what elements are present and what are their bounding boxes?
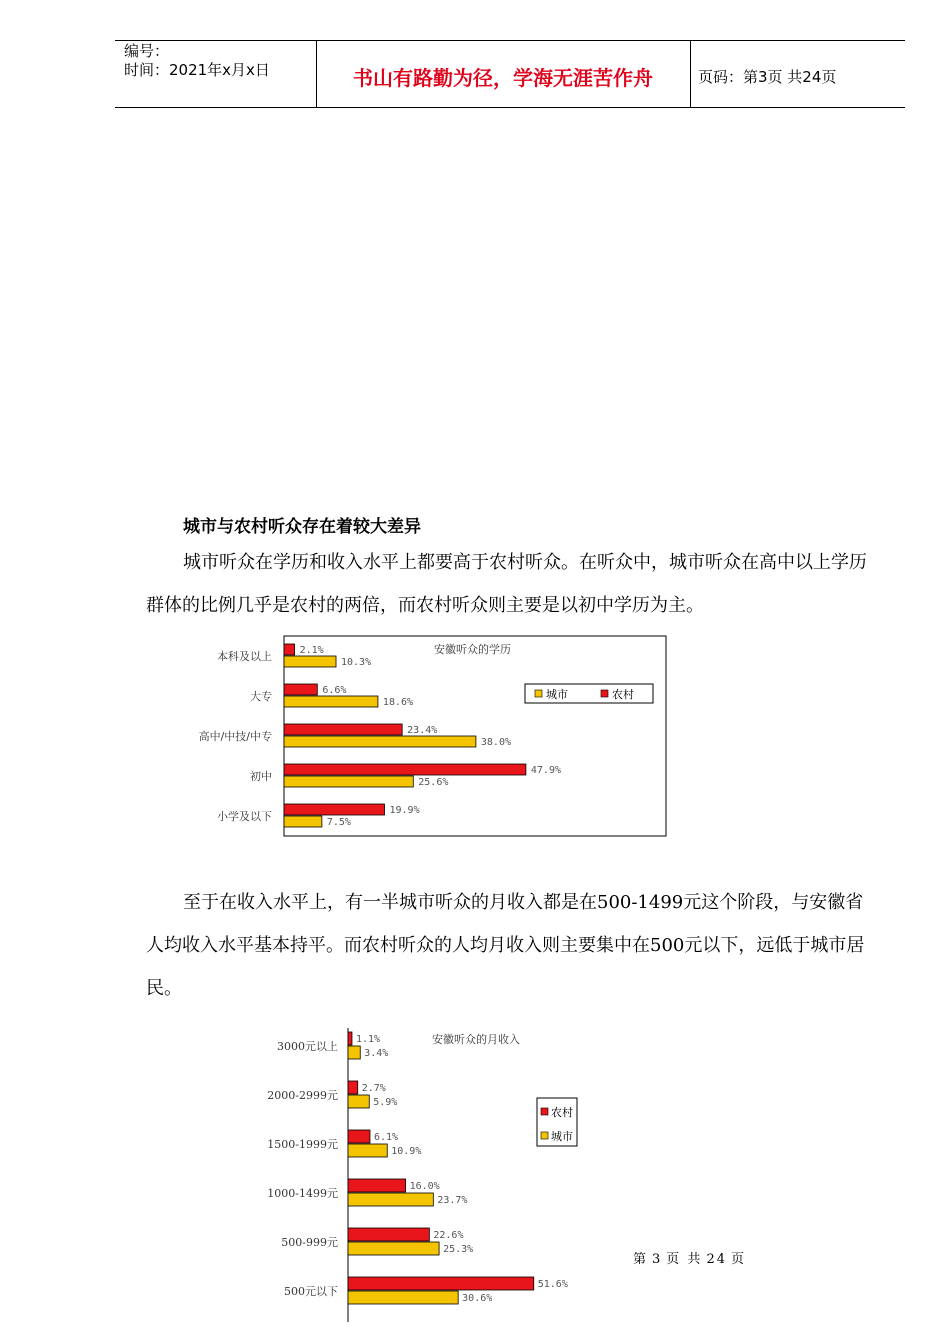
data-label: 23.7% xyxy=(437,1195,468,1206)
income-chart xyxy=(255,1024,595,1324)
bar-urban xyxy=(284,656,336,667)
data-label: 2.1% xyxy=(299,645,324,656)
category-label: 初中 xyxy=(250,770,272,783)
category-label: 500-999元 xyxy=(281,1236,338,1249)
legend-entry: 农村 xyxy=(612,688,634,701)
chart-title: 安徽听众的月收入 xyxy=(432,1033,520,1046)
header-bottom-rule xyxy=(115,107,905,108)
data-label: 30.6% xyxy=(462,1293,493,1304)
bar-rural xyxy=(284,724,402,735)
data-label: 1.1% xyxy=(355,1034,381,1045)
footer-page-mid: 页 共 xyxy=(666,1252,703,1267)
category-label: 本科及以上 xyxy=(217,650,272,663)
bar-urban xyxy=(348,1095,369,1108)
bar-urban xyxy=(348,1291,458,1304)
bar-rural xyxy=(348,1081,358,1094)
paragraph-education: 城市听众在学历和收入水平上都要高于农村听众。在听众中，城市听众在高中以上学历群体的比例几乎是农村的两倍，而农村听众则主要是以初中学历为主。 xyxy=(146,552,867,616)
legend-swatch xyxy=(541,1108,548,1115)
data-label: 5.9% xyxy=(373,1097,398,1108)
bar-rural xyxy=(348,1277,534,1290)
category-label: 大专 xyxy=(250,690,272,703)
bar-urban xyxy=(284,696,378,707)
legend-entry: 城市 xyxy=(551,1130,573,1143)
paragraph-income: 至于在收入水平上，有一半城市听众的月收入都是在500-1499元这个阶段，与安徽省人均收入水平基本持平。而农村听众的人均月收入则主要集中在500元以下，远低于城市居民。 xyxy=(146,892,865,999)
doc-time-label: 时间：2021年x月x日 xyxy=(124,61,270,79)
bar-urban xyxy=(348,1144,387,1157)
data-label: 22.6% xyxy=(433,1230,464,1241)
legend-swatch xyxy=(601,690,608,697)
footer-page-number xyxy=(633,1248,750,1267)
category-label: 高中/中技/中专 xyxy=(198,730,272,743)
bar-urban xyxy=(284,736,476,747)
data-label: 38.0% xyxy=(480,737,512,748)
bar-rural xyxy=(284,764,526,775)
doc-number-label: 编号： xyxy=(124,42,170,60)
data-label: 25.6% xyxy=(418,777,449,788)
footer-page-current: 3 xyxy=(652,1252,663,1267)
bar-rural xyxy=(348,1130,370,1143)
category-label: 1500-1999元 xyxy=(267,1138,338,1151)
data-label: 47.9% xyxy=(530,765,562,776)
data-label: 3.4% xyxy=(364,1048,389,1059)
header-top-rule xyxy=(115,40,905,41)
bar-rural xyxy=(348,1032,352,1045)
bar-urban xyxy=(284,776,413,787)
legend-entry: 城市 xyxy=(546,688,568,701)
bar-rural xyxy=(348,1228,429,1241)
footer-page-prefix: 第 xyxy=(633,1252,649,1267)
data-label: 2.7% xyxy=(361,1083,386,1094)
data-label: 6.1% xyxy=(373,1132,399,1143)
category-label: 1000-1499元 xyxy=(267,1187,338,1200)
category-label: 3000元以上 xyxy=(277,1040,338,1053)
data-label: 19.9% xyxy=(389,805,420,816)
data-label: 6.6% xyxy=(322,685,347,696)
section-heading: 城市与农村听众存在着较大差异 xyxy=(183,517,421,537)
data-label: 23.4% xyxy=(407,725,438,736)
data-label: 10.3% xyxy=(341,657,372,668)
header-page-info: 页码：第3页 共24页 xyxy=(698,68,837,86)
category-label: 500元以下 xyxy=(284,1285,338,1298)
data-label: 18.6% xyxy=(382,697,414,708)
data-label: 16.0% xyxy=(409,1181,440,1192)
footer-page-total: 24 xyxy=(706,1252,727,1267)
data-label: 51.6% xyxy=(537,1279,568,1290)
bar-rural xyxy=(284,804,384,815)
bar-rural xyxy=(284,644,295,655)
bar-urban xyxy=(348,1242,439,1255)
header-divider-right xyxy=(690,40,691,107)
category-label: 小学及以下 xyxy=(217,810,272,823)
bar-urban xyxy=(348,1193,433,1206)
bar-urban xyxy=(348,1046,360,1059)
bar-rural xyxy=(348,1179,406,1192)
income-chart-svg xyxy=(255,1024,595,1324)
education-chart xyxy=(180,634,670,838)
bar-rural xyxy=(284,684,317,695)
data-label: 7.5% xyxy=(326,817,351,828)
chart-title: 安徽听众的学历 xyxy=(434,643,511,656)
data-label: 25.3% xyxy=(443,1244,474,1255)
legend-swatch xyxy=(541,1132,548,1139)
category-label: 2000-2999元 xyxy=(267,1089,338,1102)
education-chart-svg xyxy=(180,634,670,838)
data-label: 10.9% xyxy=(391,1146,422,1157)
legend-swatch xyxy=(535,690,542,697)
footer-page-suffix: 页 xyxy=(730,1252,746,1267)
bar-urban xyxy=(284,816,322,827)
header-meta xyxy=(124,42,270,80)
header-motto: 书山有路勤为径，学海无涯苦作舟 xyxy=(353,66,653,90)
legend-entry: 农村 xyxy=(551,1106,573,1119)
